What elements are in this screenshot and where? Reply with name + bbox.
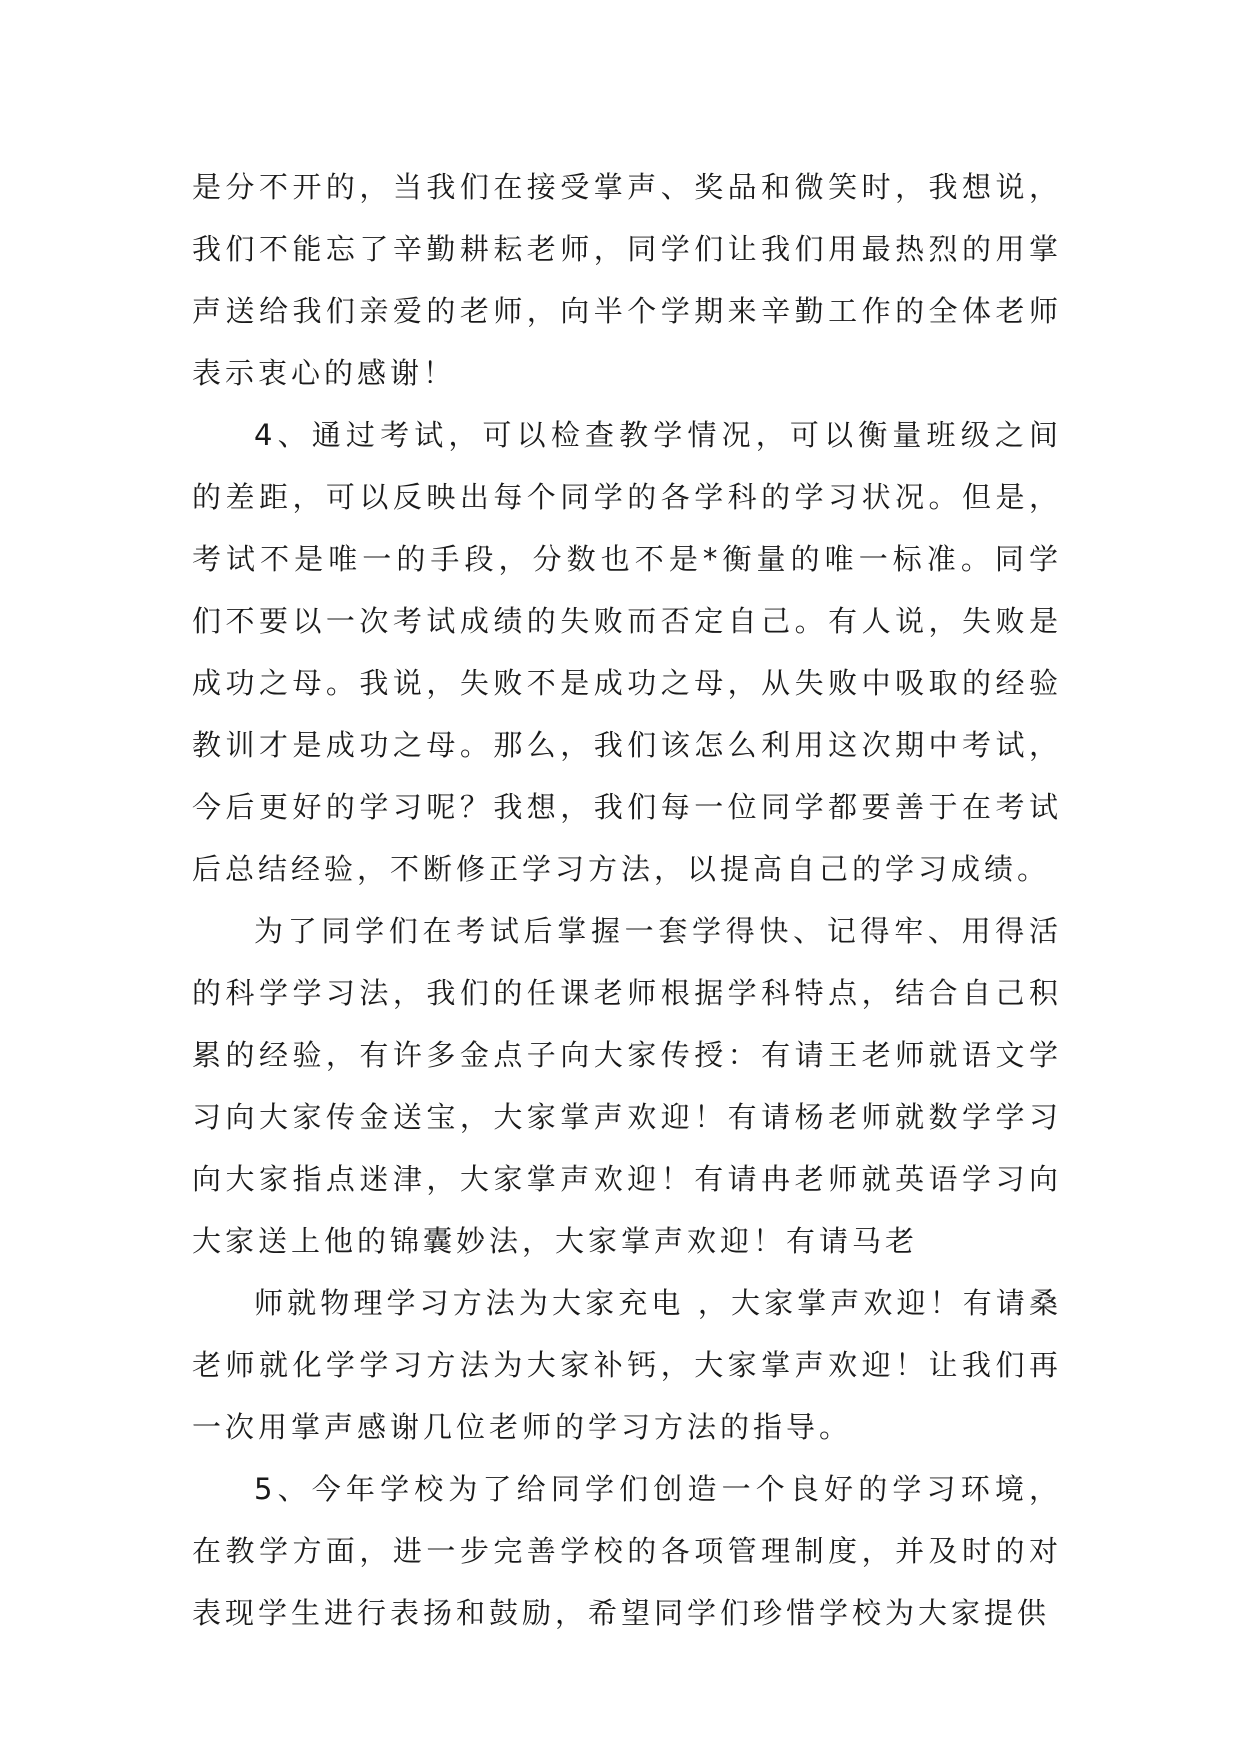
paragraph-3: 为了同学们在考试后掌握一套学得快、记得牢、用得活的科学学习法，我们的任课老师根据学科特点，结合自己积累的经验，有许多金点子向大家传授：有请王老师就语文学习向大家传金送宝，大家掌声欢迎！有请杨老师就数学学习向大家指点迷津，大家掌声欢迎！有请冉老师就英语学习向大家送上他的锦囊妙法，大家掌声欢迎！有请马老	[192, 914, 1062, 1258]
paragraph-1: 是分不开的，当我们在接受掌声、奖品和微笑时，我想说，我们不能忘了辛勤耕耘老师，同学们让我们用最热烈的用掌声送给我们亲爱的老师，向半个学期来辛勤工作的全体老师表示衷心的感谢！	[192, 170, 1062, 390]
paragraph-2: 4、通过考试，可以检查教学情况，可以衡量班级之间的差距，可以反映出每个同学的各学科的学习状况。但是，考试不是唯一的手段，分数也不是*衡量的唯一标准。同学们不要以一次考试成绩的失败而否定自己。有人说，失败是成功之母。我说，失败不是成功之母，从失败中吸取的经验教训才是成功之母。那么，我们该怎么利用这次期中考试，今后更好的学习呢？我想，我们每一位同学都要善于在考试后总结经验，不断修正学习方法，以提高自己的学习成绩。	[192, 418, 1062, 886]
document-body	[192, 156, 1062, 1644]
paragraph-4: 师就物理学习方法为大家充电 ，大家掌声欢迎！有请桑老师就化学学习方法为大家补钙，大家掌声欢迎！让我们再一次用掌声感谢几位老师的学习方法的指导。	[192, 1286, 1062, 1444]
paragraph-5: 5、今年学校为了给同学们创造一个良好的学习环境，在教学方面，进一步完善学校的各项管理制度，并及时的对表现学生进行表扬和鼓励，希望同学们珍惜学校为大家提供	[192, 1472, 1062, 1630]
